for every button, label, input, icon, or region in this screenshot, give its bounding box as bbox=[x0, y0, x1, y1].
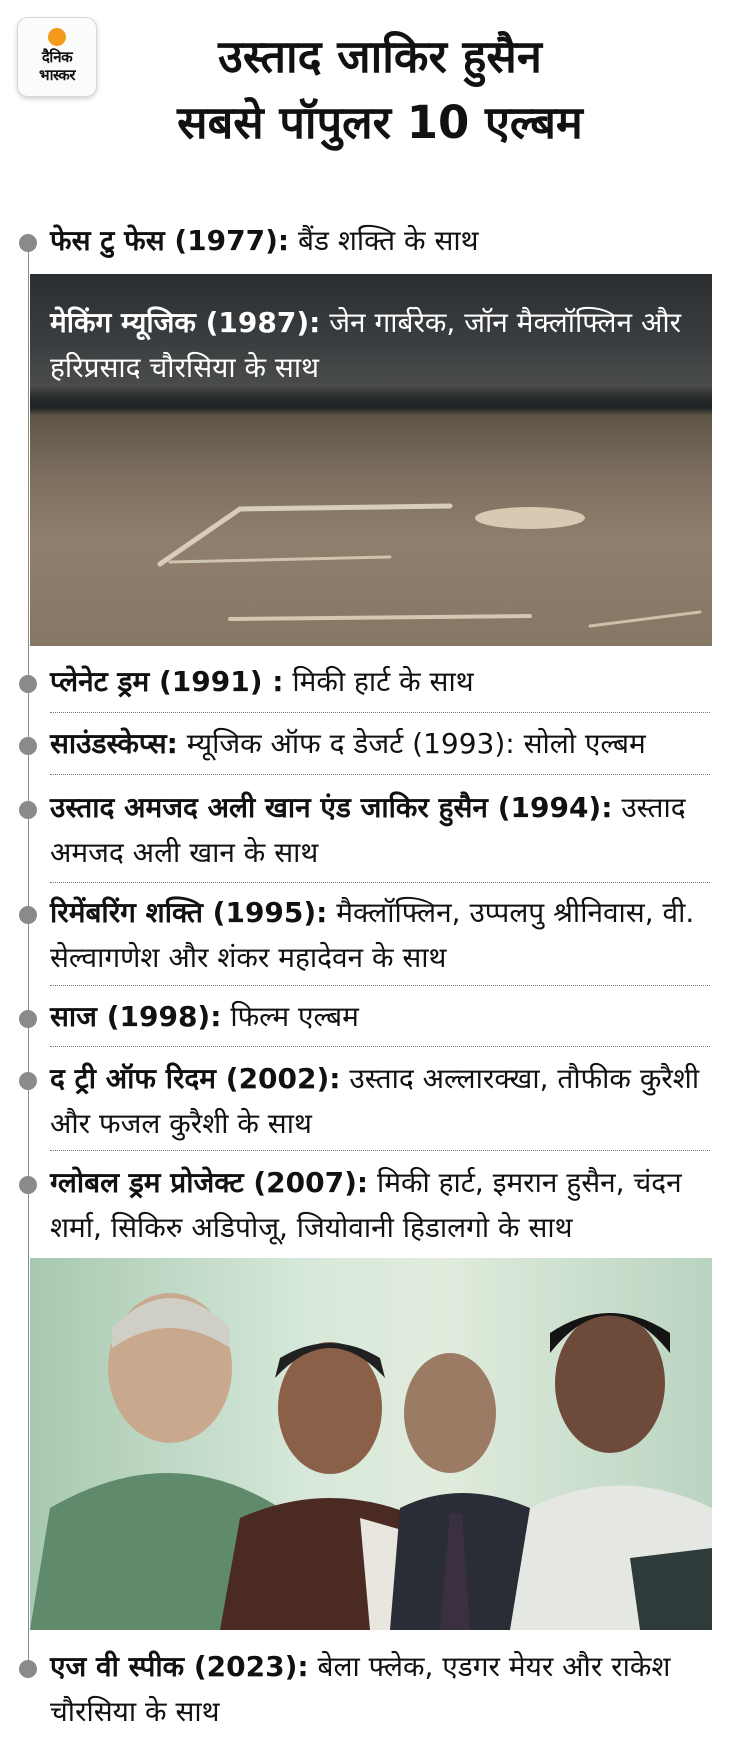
group-portrait-photo bbox=[30, 1258, 712, 1630]
album-title: साउंडस्केप्स: bbox=[50, 727, 178, 760]
album-title: द ट्री ऑफ रिदम (2002): bbox=[50, 1062, 341, 1095]
album-text bbox=[50, 1644, 715, 1734]
album-title: एज वी स्पीक (2023): bbox=[50, 1650, 309, 1683]
album-title: साज (1998): bbox=[50, 1000, 222, 1033]
album-text bbox=[50, 721, 715, 766]
dotted-separator bbox=[50, 1046, 710, 1047]
album-title: उस्ताद अमजद अली खान एंड जाकिर हुसैन (1994): bbox=[50, 791, 613, 824]
album-desc: बेला फ्लेक, एडगर मेयर और राकेश चौरसिया के साथ bbox=[50, 1650, 671, 1728]
album-text bbox=[50, 218, 715, 263]
album-desc: मिकी हार्ट के साथ bbox=[283, 665, 474, 698]
album-desc: म्यूजिक ऑफ द डेजर्ट (1993): सोलो एल्बम bbox=[177, 727, 646, 760]
timeline-bullet bbox=[19, 675, 37, 693]
timeline-bullet bbox=[19, 801, 37, 819]
album-text bbox=[50, 785, 715, 875]
title-line-2: सबसे पॉपुलर 10 एल्बम bbox=[177, 96, 583, 149]
album-desc: जेन गार्बरेक, जॉन मैक्लॉफ्लिन और हरिप्रसाद चौरसिया के साथ bbox=[50, 306, 682, 384]
dotted-separator bbox=[50, 774, 710, 775]
page-title bbox=[100, 24, 660, 156]
beach-driftwood-photo bbox=[30, 274, 712, 646]
album-desc: उस्ताद अमजद अली खान के साथ bbox=[50, 791, 686, 869]
timeline-bullet bbox=[19, 1010, 37, 1028]
album-text bbox=[50, 659, 715, 704]
album-text bbox=[50, 1160, 715, 1250]
logo-line-2: भास्कर bbox=[39, 66, 75, 84]
group-portrait-illustration bbox=[30, 1258, 712, 1630]
timeline-bullet bbox=[19, 1660, 37, 1678]
dotted-separator bbox=[50, 1150, 710, 1151]
album-desc: मिकी हार्ट, इमरान हुसैन, चंदन शर्मा, सिकिरु अडिपोजू, जियोवानी हिडालगो के साथ bbox=[50, 1166, 682, 1244]
logo-line-1: दैनिक bbox=[41, 48, 73, 66]
dainik-bhaskar-logo bbox=[18, 18, 96, 96]
timeline-bullet bbox=[19, 737, 37, 755]
album-desc: बैंड शक्ति के साथ bbox=[289, 224, 479, 257]
album-title: प्लेनेट ड्रम (1991) : bbox=[50, 665, 284, 698]
timeline-bullet bbox=[19, 1072, 37, 1090]
album-title: फेस टु फेस (1977): bbox=[50, 224, 290, 257]
album-text bbox=[50, 1056, 715, 1146]
album-title: रिमेंबरिंग शक्ति (1995): bbox=[50, 896, 328, 929]
logo-sun-dot bbox=[48, 28, 66, 46]
album-desc: फिल्म एल्बम bbox=[221, 1000, 359, 1033]
timeline-line bbox=[28, 244, 29, 1664]
dotted-separator bbox=[50, 985, 710, 986]
timeline-bullet bbox=[19, 1176, 37, 1194]
title-line-1: उस्ताद जाकिर हुसैन bbox=[218, 30, 542, 83]
dotted-separator bbox=[50, 882, 710, 883]
logo-text bbox=[18, 48, 96, 84]
album-text bbox=[50, 994, 715, 1039]
dotted-separator bbox=[50, 712, 710, 713]
album-text bbox=[50, 890, 715, 980]
timeline-bullet bbox=[19, 234, 37, 252]
album-title: मेकिंग म्यूजिक (1987): bbox=[50, 306, 321, 339]
album-desc: उस्ताद अल्लारक्खा, तौफीक कुरैशी और फजल कुरैशी के साथ bbox=[50, 1062, 700, 1140]
timeline-bullet bbox=[19, 906, 37, 924]
album-text bbox=[50, 300, 690, 390]
album-desc: मैक्लॉफ्लिन, उप्पलपु श्रीनिवास, वी. सेल्वागणेश और शंकर महादेवन के साथ bbox=[50, 896, 695, 974]
album-title: ग्लोबल ड्रम प्रोजेक्ट (2007): bbox=[50, 1166, 369, 1199]
